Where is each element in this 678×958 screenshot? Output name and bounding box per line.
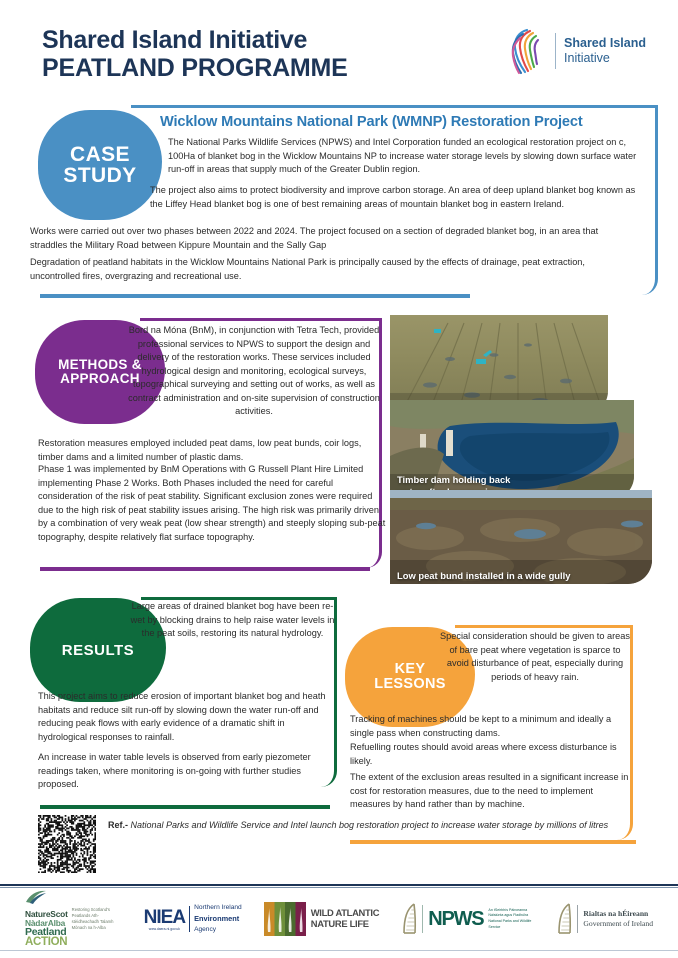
photo-caption-2-line-1: Timber dam holding back: [397, 474, 511, 486]
logo-niea: [144, 903, 242, 935]
gov-text: [583, 909, 653, 930]
naturescot-subtitle: Restoring Scotland's Peatlands Ath-stèidheachadh Talamh Mònach na h-Alba: [71, 906, 114, 931]
key-lessons-paragraph-4: The extent of the exclusion areas resulted in a significant increase in cost for restoration measures, due to the need to implement measures by hand rather than by machine.: [350, 772, 629, 810]
page-title: [42, 26, 348, 82]
results-badge: RESULTS: [30, 598, 166, 702]
logo-divider: [555, 33, 556, 69]
results-paragraph-2: This project aims to reduce erosion of important blanket bog and heath habitats and reduce silt run-off by slowing down the water run-off and reducing peak flows with early evidence of a dramatic shift in hydrological responses to rainfall.: [38, 691, 326, 742]
case-study-paragraph-1: The National Parks Wildlife Services (NPWS) and Intel Corporation funded an ecological restoration project on c, 100Ha of blanket bog in the Wicklow Mountains NP to increase water storage levels by slowing down surface water run-off in areas that supply much of the Greater Dublin region.: [168, 137, 637, 175]
wild-atlantic-line-2: NATURE LIFE: [310, 918, 369, 929]
results-underline: [40, 805, 330, 809]
reference-text: [108, 815, 608, 833]
gov-line-2: Government of Ireland: [583, 919, 654, 928]
key-lessons-badge-line-2: LESSONS: [374, 676, 446, 692]
naturescot-line-4: ACTION: [24, 936, 68, 949]
naturescot-line-2: NàdarAlba: [24, 917, 66, 928]
key-lessons-paragraph-3: Refuelling routes should avoid areas where excess disturbance is likely.: [350, 742, 617, 766]
methods-paragraph-1: Bord na Móna (BnM), in conjunction with Tetra Tech, provided professional services to NPWS to support the design and delivery of the restoration works. These services included hydrological design and monitoring, ecological surveys, topographical surveying and setting out of works, as well as contract administration and on-site supervision of construction activities.: [128, 325, 380, 417]
logo-text-line-1: Shared Island: [564, 36, 646, 51]
photo-timber-dam: [390, 400, 634, 500]
photo-low-peat-bund: [390, 490, 652, 584]
results-paragraph-3: An increase in water table levels is observed from early piezometer readings taken, where monitoring is on-going with further studies proposed.: [38, 752, 311, 790]
case-badge-line-1: CASE: [70, 142, 130, 166]
page-header: [0, 0, 678, 96]
logo-npws: [401, 902, 534, 936]
niea-fulltext: [194, 903, 242, 935]
wild-atlantic-line-1: WILD ATLANTIC: [310, 907, 380, 919]
niea-line-3: Agency: [194, 925, 217, 933]
footer-logos: [0, 888, 678, 950]
fingerprint-ireland-icon: [507, 26, 547, 76]
methods-paragraph-3: Phase 1 was implemented by BnM Operations with G Russell Plant Hire Limited implementing Phase 2 Works. Both Phases included the need for careful consideration of the risk of peat stability. Significant exclusion zones were required due to the high risk of peat stability issues arising. The high risk was primarily driven by a combination of very weak peat (low shear strength) and steeply sloping sub-peat topography, despite relatively flat surface topography.: [38, 464, 386, 542]
naturescot-swoosh-icon: [25, 889, 47, 905]
niea-line-1: Northern Ireland: [194, 904, 242, 912]
niea-wordmark: [144, 907, 185, 929]
footer-rule: [0, 884, 678, 886]
logo-text-line-2: Initiative: [564, 51, 610, 65]
logo-naturescot-peatland-action: [25, 889, 122, 949]
methods-badge-line-2: APPROACH: [60, 371, 140, 386]
qr-code[interactable]: [38, 815, 96, 873]
gov-divider: [577, 905, 578, 933]
wild-atlantic-emblem-icon: [264, 902, 306, 936]
wild-atlantic-text: [311, 908, 379, 929]
title-line-1: Shared Island Initiative: [42, 26, 308, 54]
shared-island-logo: [501, 22, 652, 80]
key-lessons-paragraph-1: Special consideration should be given to areas of bare peat where vegetation is sparce to avoid disturbance of peat, especially during periods of heavy rain.: [440, 631, 630, 682]
title-line-2: PEATLAND PROGRAMME: [42, 54, 348, 82]
methods-paragraph-2: Restoration measures employed included peat dams, low peat bunds, coir logs, timber dams and a limited number of plastic dams.: [38, 438, 362, 462]
case-study-heading: Wicklow Mountains National Park (WMNP) Restoration Project: [160, 114, 583, 130]
results-paragraph-1: Large areas of drained blanket bog have been re-wet by blocking drains to help raise water levels in the peat soils, restoring its natural hydrology.: [130, 601, 335, 639]
shared-island-logo-text: [564, 36, 646, 66]
case-badge-line-2: STUDY: [63, 164, 137, 187]
case-study-paragraph-3: Works were carried out over two phases between 2022 and 2024. The project focused on a section of degraded blanket bog, in an area that straddles the Military Road between Kippure Mountain and the Sally Gap: [30, 226, 599, 250]
photo-caption-3: Low peat bund installed in a wide gully: [397, 569, 571, 581]
niea-word-text: NIEA: [143, 906, 186, 928]
npws-wordmark: NPWS: [428, 907, 484, 930]
harp-icon-gov: [556, 902, 572, 936]
gov-line-1: Rialtas na hÉireann: [583, 908, 649, 918]
niea-divider: [189, 906, 190, 932]
npws-subtitle: An tSeirbhís Páirceanna Náisiúnta agus Fiadhúlra National Parks and Wildlife Service: [488, 907, 532, 929]
reference-label: Ref.-: [108, 820, 128, 830]
niea-line-2: Environment: [194, 914, 240, 924]
reference-citation: National Parks and Wildlife Service and Intel launch bog restoration project to increase water storage by millions of litres: [130, 820, 609, 830]
key-lessons-paragraph-2: Tracking of machines should be kept to a minimum and ideally a single pass when constructing dams.: [350, 714, 612, 738]
methods-badge-line-1: METHODS &: [58, 356, 142, 372]
methods-underline: [40, 567, 370, 571]
naturescot-line-3: Peatland: [24, 925, 67, 938]
case-study-paragraph-4: Degradation of peatland habitats in the Wicklow Mountains National Park is principally caused by the effects of drainage, peat extraction, uncontrolled fires, overgrazing and recreational use.: [30, 257, 585, 281]
logo-wild-atlantic-nature-life: [264, 902, 379, 936]
case-study-paragraph-2: The project also aims to protect biodiversity and improve carbon storage. An area of deep upland blanket bog known as the Liffey Head blanket bog is one of best remaining areas of mountain blanket bog in eastern Ireland.: [150, 185, 636, 209]
key-lessons-badge-line-1: KEY: [394, 660, 426, 677]
harp-icon: [401, 902, 417, 936]
reference-block: [38, 815, 608, 873]
case-study-underline: [40, 294, 470, 298]
niea-url: www.daera-ni.gov.uk: [148, 926, 180, 931]
logo-government-of-ireland: [556, 902, 653, 936]
npws-divider: [422, 905, 423, 933]
naturescot-line-1: NatureScot: [24, 909, 68, 920]
footer-bottom-rule: [0, 950, 678, 951]
case-study-badge: [38, 110, 162, 220]
